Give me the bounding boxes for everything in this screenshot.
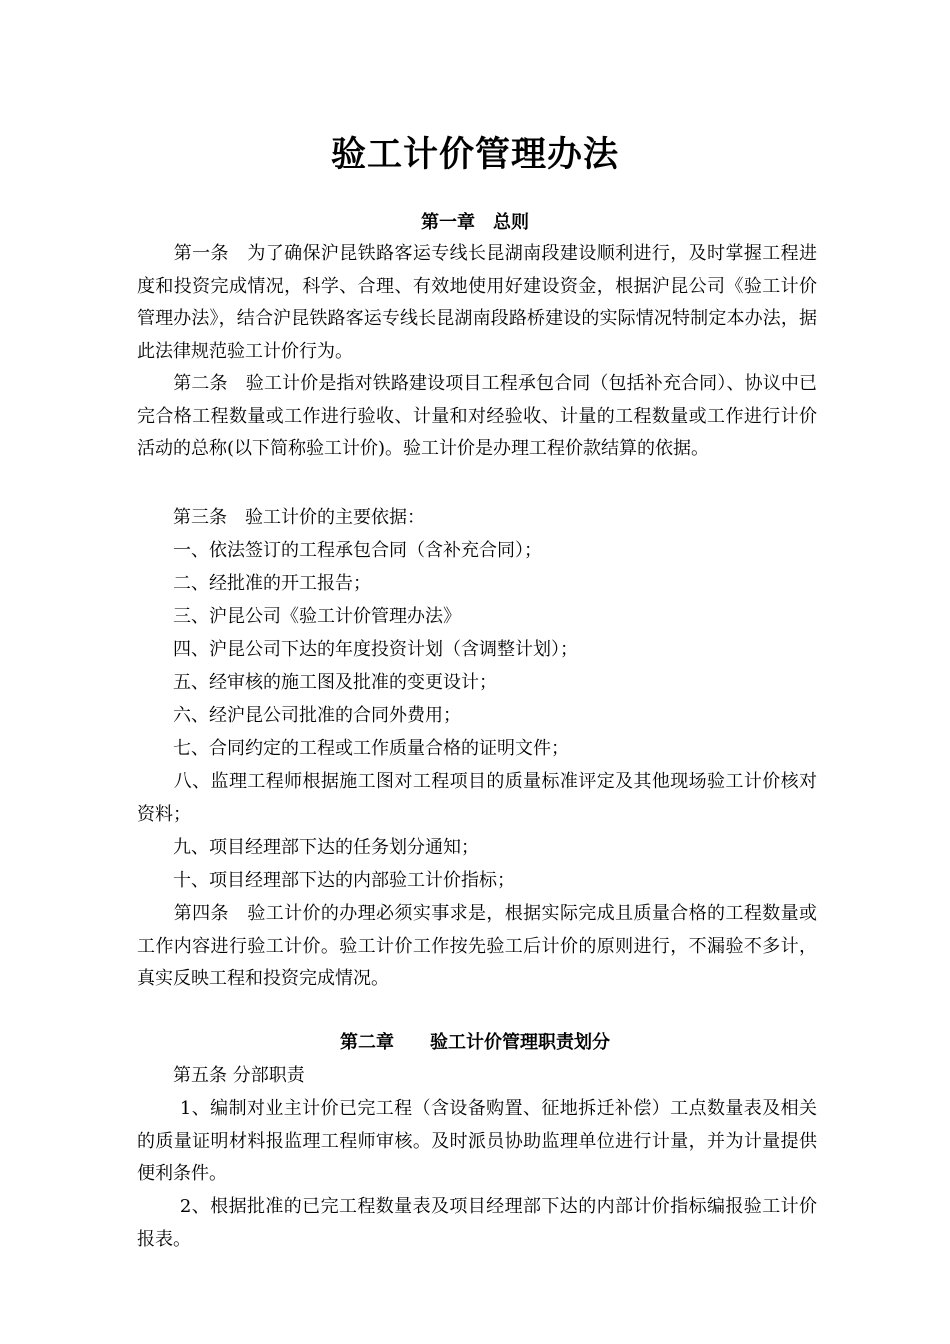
basis-item-3: 三、沪昆公司《验工计价管理办法》 <box>137 606 461 627</box>
chapter-1-heading: 第一章 总则 <box>421 212 529 233</box>
duty-item-2: 2、根据批准的已完工程数量表及项目经理部下达的内部计价指标编报验工计价报表。 <box>137 1196 817 1250</box>
basis-item-9: 九、项目经理部下达的任务划分通知； <box>137 837 479 858</box>
basis-item-5: 五、经审核的施工图及批准的变更设计； <box>137 672 497 693</box>
basis-item-10: 十、项目经理部下达的内部验工计价指标； <box>137 870 515 891</box>
basis-item-7: 七、合同约定的工程或工作质量合格的证明文件； <box>137 738 569 759</box>
basis-item-1: 一、依法签订的工程承包合同（含补充合同）； <box>137 540 542 561</box>
document-title: 验工计价管理办法 <box>330 134 619 175</box>
article-3: 第三条 验工计价的主要依据： <box>137 507 425 528</box>
basis-item-6: 六、经沪昆公司批准的合同外费用； <box>137 705 461 726</box>
basis-item-4: 四、沪昆公司下达的年度投资计划（含调整计划）； <box>137 639 578 660</box>
chapter-2-heading: 第二章 验工计价管理职责划分 <box>340 1032 610 1053</box>
basis-item-2: 二、经批准的开工报告； <box>137 573 371 594</box>
article-5: 第五条 分部职责 <box>137 1065 305 1086</box>
article-2: 第二条 验工计价是指对铁路建设项目工程承包合同（包括补充合同）、协议中已完合格工程数量或工作进行验收、计量和对经验收、计量的工程数量或工作进行计价活动的总称(以下简称验工计价)。验工计价是办理工程价款结算的依据。 <box>137 373 817 459</box>
article-4: 第四条 验工计价的办理必须实事求是，根据实际完成且质量合格的工程数量或工作内容进行验工计价。验工计价工作按先验工后计价的原则进行，不漏验不多计，真实反映工程和投资完成情况。 <box>137 903 817 989</box>
basis-item-8: 八、监理工程师根据施工图对工程项目的质量标准评定及其他现场验工计价核对资料； <box>137 771 817 825</box>
article-1: 第一条 为了确保沪昆铁路客运专线长昆湖南段建设顺利进行，及时掌握工程进度和投资完成情况，科学、合理、有效地使用好建设资金，根据沪昆公司《验工计价管理办法》，结合沪昆铁路客运专线长昆湖南段路桥建设的实际情况特制定本办法，据此法律规范验工计价行为。 <box>137 243 817 362</box>
duty-item-1: 1、编制对业主计价已完工程（含设备购置、征地拆迁补偿）工点数量表及相关的质量证明材料报监理工程师审核。及时派员协助监理单位进行计量，并为计量提供便利条件。 <box>137 1098 817 1184</box>
